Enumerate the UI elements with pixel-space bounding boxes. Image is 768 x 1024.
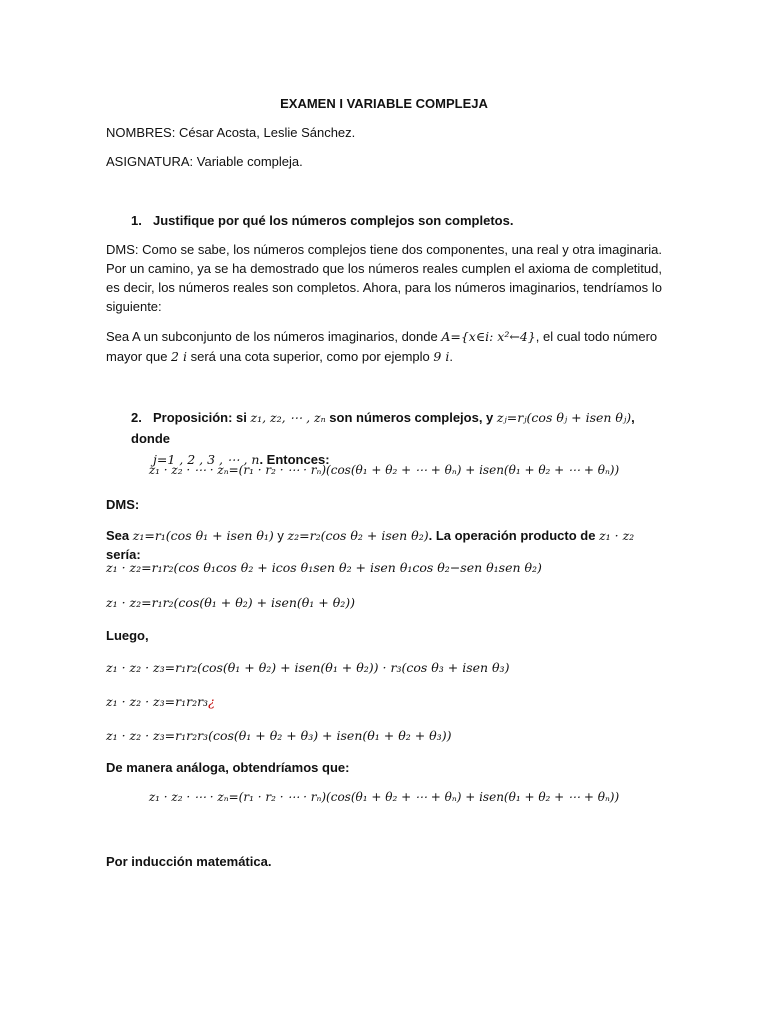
names-line: NOMBRES: César Acosta, Leslie Sánchez.	[106, 125, 356, 140]
proposition-formula: z₁ · z₂ · ⋯ · zₙ=(r₁ · r₂ · ⋯ · rₙ)(cos(θ₁ + θ₂ + ⋯ + θₙ) + isen(θ₁ + θ₂ + ⋯ + θₙ))	[148, 463, 620, 477]
product-expansion-2: z₁ · z₂=r₁r₂(cos(θ₁ + θ₂) + isen(θ₁ + θ₂))	[106, 595, 356, 610]
induction-line: Por inducción matemática.	[106, 854, 272, 869]
triple-product-2: z₁ · z₂ · z₃=r₁r₂r₃¿	[106, 694, 215, 709]
subject-line: ASIGNATURA: Variable compleja.	[106, 154, 303, 169]
bound-9i: 9 i	[433, 349, 450, 364]
question-2: 2. Proposición: si z₁, z₂, ⋯ , zₙ son números complejos, y zⱼ=rⱼ(cos θⱼ + isen θⱼ), donde j=1 , 2 , 3 , ⋯ , n. Entonces:	[131, 407, 671, 470]
question-1-answer: DMS: Como se sabe, los números complejos tiene dos componentes, una real y otra imaginaria. Por un camino, ya se ha demostrado que los números reales cumplen el axioma de completitud, es decir, los números reales son completos. Ahora, para los números imaginarios, tendríamos lo siguiente:	[106, 242, 662, 314]
dms-label: DMS:	[106, 497, 140, 512]
final-formula: z₁ · z₂ · ⋯ · zₙ=(r₁ · r₂ · ⋯ · rₙ)(cos(θ₁ + θ₂ + ⋯ + θₙ) + isen(θ₁ + θ₂ + ⋯ + θₙ))	[148, 790, 620, 804]
red-inverted-question-mark: ¿	[208, 694, 215, 709]
product-expansion-1: z₁ · z₂=r₁r₂(cos θ₁cos θ₂ + icos θ₁sen θ₂ + isen θ₁cos θ₂−sen θ₁sen θ₂)	[106, 560, 542, 575]
triple-product-3: z₁ · z₂ · z₃=r₁r₂r₃(cos(θ₁ + θ₂ + θ₃) + isen(θ₁ + θ₂ + θ₃))	[106, 728, 452, 743]
question-1-number: 1.	[131, 213, 142, 228]
question-2-number: 2.	[131, 410, 142, 425]
question-1	[131, 211, 671, 230]
bound-2i: 2 i	[171, 349, 187, 364]
question-1-text: Justifique por qué los números complejos son completos.	[153, 213, 514, 228]
question-1-set-paragraph: Sea A un subconjunto de los números imaginarios, donde A={x∈i: x²←4}, el cual todo número mayor que 2 i será una cota superior, como por ejemplo 9 i.	[106, 329, 658, 364]
triple-product-1: z₁ · z₂ · z₃=r₁r₂(cos(θ₁ + θ₂) + isen(θ₁ + θ₂)) · r₃(cos θ₃ + isen θ₃)	[106, 660, 510, 675]
sea-line: Sea z₁=r₁(cos θ₁ + isen θ₁) y z₂=r₂(cos θ₂ + isen θ₂). La operación producto de z₁ · z₂ sería:	[106, 528, 635, 562]
set-a-equation: A={x∈i: x²←4}	[441, 329, 536, 344]
luego-label: Luego,	[106, 628, 149, 643]
analogous-line: De manera análoga, obtendríamos que:	[106, 760, 350, 775]
exam-title: EXAMEN I VARIABLE COMPLEJA	[280, 96, 488, 111]
